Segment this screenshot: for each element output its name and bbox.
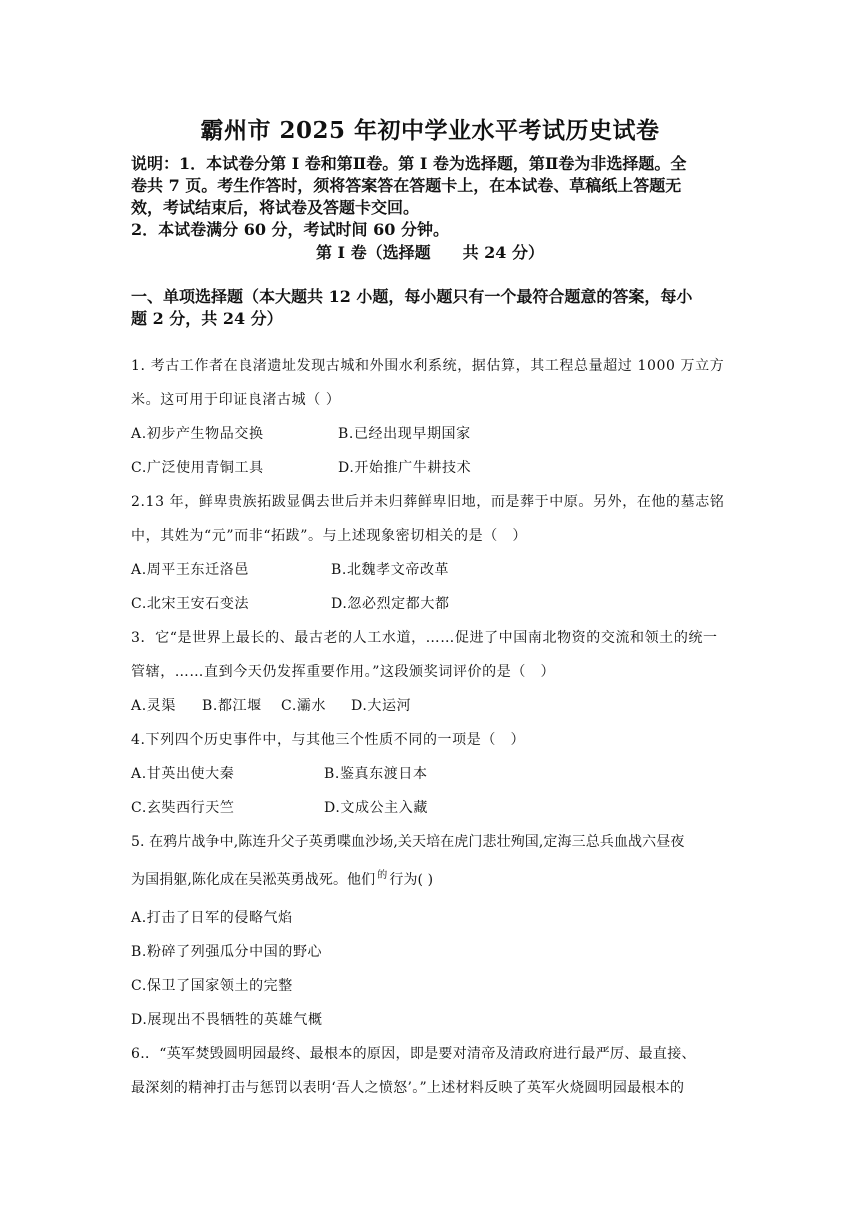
question-2-line-2: 中，其姓为“元”而非“拓跋”。与上述现象密切相关的是（ ） [131, 528, 528, 544]
question-6-line-2: 最深刻的精神打击与惩罚以表明‘吾人之愤怒’。”上述材料反映了英军火烧圆明园最根本的 [131, 1080, 685, 1096]
question-4-line-1: 4.下列四个历史事件中，与其他三个性质不同的一项是（ ） [131, 732, 526, 748]
question-5-line-2 [131, 869, 433, 889]
question-2-line-1: 2.13 年，鲜卑贵族拓跋显偶去世后并未归葬鲜卑旧地，而是葬于中原。另外，在他的墓志铭 [131, 494, 725, 510]
question-2-option-d: D.忽必烈定都大都 [331, 596, 450, 612]
instructions-line-2: 卷共 7 页。考生作答时，须将答案答在答题卡上，在本试卷、草稿纸上答题无 [131, 176, 682, 195]
question-5-option-b: B.粉碎了列强瓜分中国的野心 [131, 944, 323, 960]
section-heading-line-1: 一、单项选择题（本大题共 12 小题，每小题只有一个最符合题意的答案，每小 [131, 287, 693, 306]
question-3-line-2: 管辖，……直到今天仍发挥重要作用。”这段颁奖词评价的是（ ） [131, 664, 556, 680]
question-3-option-b: B.都江堰 [202, 698, 262, 714]
question-3-option-a: A.灵渠 [131, 698, 176, 714]
question-5-line-2-end: 行为( ) [389, 872, 434, 888]
instructions-line-1: 说明：1．本试卷分第 I 卷和第Ⅱ卷。第 I 卷为选择题，第Ⅱ卷为非选择题。全 [131, 154, 687, 173]
question-1-line-1: 1. 考古工作者在良渚遗址发现古城和外围水利系统，据估算，其工程总量超过 1000 万立方 [131, 358, 725, 374]
instructions-line-3: 效，考试结束后，将试卷及答题卡交回。 [131, 198, 420, 217]
question-2-option-b: B.北魏孝文帝改革 [331, 562, 450, 578]
question-2-option-c: C.北宋王安石变法 [131, 596, 250, 612]
question-2-option-a: A.周平王东迁洛邑 [131, 562, 249, 578]
question-1-option-a: A.初步产生物品交换 [131, 426, 264, 442]
question-5-superscript-char: 的 [377, 870, 388, 881]
part-heading: 第 I 卷（选择题 共 24 分） [315, 243, 545, 262]
instructions-line-4: 2．本试卷满分 60 分，考试时间 60 分钟。 [131, 220, 449, 239]
question-5-option-c: C.保卫了国家领土的完整 [131, 978, 293, 994]
question-1-line-2: 米。这可用于印证良渚古城（ ） [131, 392, 341, 408]
question-3-option-d: D.大运河 [351, 698, 412, 714]
question-5-line-2-text: 为国捐躯,陈化成在吴淞英勇战死。他们 [131, 872, 376, 888]
question-6-line-1: 6.．“英军焚毁圆明园最终、最根本的原因，即是要对清帝及清政府进行最严厉、最直接、 [131, 1046, 696, 1062]
question-3-line-1: 3．它“是世界上最长的、最古老的人工水道，……促进了中国南北物资的交流和领土的统一 [131, 630, 718, 646]
exam-title: 霸州市 2025 年初中学业水平考试历史试卷 [200, 117, 660, 144]
question-1-option-b: B.已经出现早期国家 [338, 426, 471, 442]
question-4-option-a: A.甘英出使大秦 [131, 766, 235, 782]
question-1-option-c: C.广泛使用青铜工具 [131, 460, 264, 476]
question-5-line-1: 5. 在鸦片战争中,陈连升父子英勇喋血沙场,关天培在虎门悲壮殉国,定海三总兵血战六昼夜 [131, 834, 685, 850]
section-heading-line-2: 题 2 分，共 24 分） [131, 309, 283, 328]
question-1-option-d: D.开始推广牛耕技术 [338, 460, 472, 476]
question-5-option-a: A.打击了日军的侵略气焰 [131, 910, 293, 926]
question-5-option-d: D.展现出不畏牺牲的英雄气概 [131, 1012, 323, 1028]
question-3-option-c: C.灞水 [281, 698, 327, 714]
question-4-option-d: D.文成公主入藏 [324, 800, 428, 816]
question-4-option-b: B.鉴真东渡日本 [324, 766, 428, 782]
question-4-option-c: C.玄奘西行天竺 [131, 800, 235, 816]
